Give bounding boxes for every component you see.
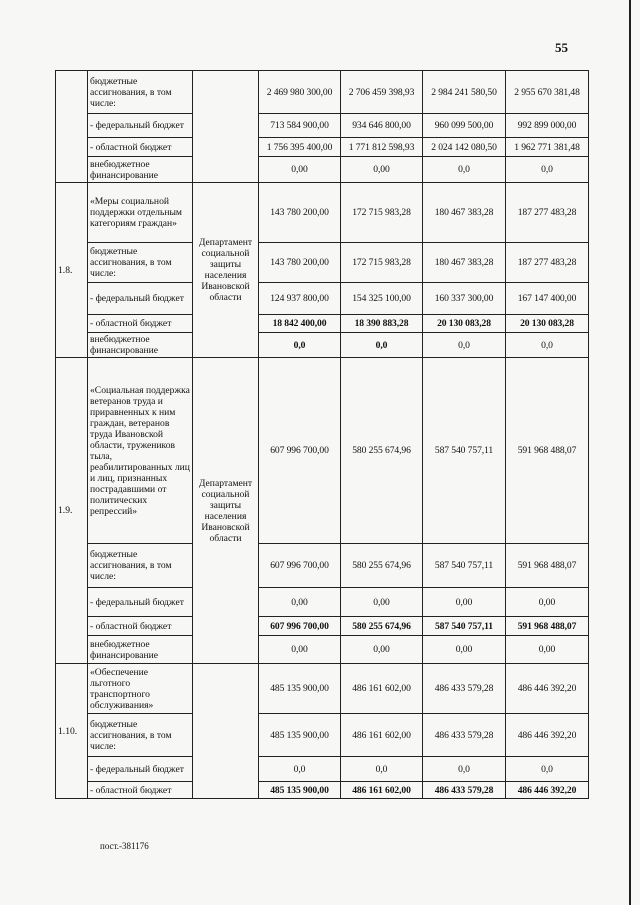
table-row [56, 544, 589, 588]
table-row [56, 114, 589, 138]
scan-edge-line [629, 0, 631, 905]
value-cell: 2 024 142 080,50 [423, 138, 506, 157]
value-cell: 2 706 459 398,93 [341, 71, 423, 114]
value-cell: 18 842 400,00 [259, 315, 341, 333]
value-cell: 180 467 383,28 [423, 243, 506, 283]
item-number: 1.8. [56, 183, 88, 358]
value-cell: 0,0 [423, 757, 506, 782]
value-cell: 1 756 395 400,00 [259, 138, 341, 157]
table-row [56, 358, 589, 544]
value-cell: 172 715 983,28 [341, 183, 423, 243]
value-cell: 591 968 488,07 [506, 544, 589, 588]
value-cell: 0,00 [259, 636, 341, 664]
value-cell: 587 540 757,11 [423, 358, 506, 544]
row-name: бюджетные ассигнования, в том числе: [88, 243, 193, 283]
item-number: 1.10. [56, 664, 88, 799]
row-name: бюджетные ассигнования, в том числе: [88, 71, 193, 114]
value-cell: 2 955 670 381,48 [506, 71, 589, 114]
value-cell: 992 899 000,00 [506, 114, 589, 138]
table-row [56, 157, 589, 183]
value-cell: 485 135 900,00 [259, 664, 341, 714]
table-row [56, 617, 589, 636]
value-cell: 486 433 579,28 [423, 714, 506, 757]
value-cell: 187 277 483,28 [506, 243, 589, 283]
value-cell: 960 099 500,00 [423, 114, 506, 138]
value-cell: 160 337 300,00 [423, 283, 506, 315]
value-cell: 187 277 483,28 [506, 183, 589, 243]
table-row [56, 71, 589, 114]
value-cell: 0,00 [259, 588, 341, 617]
table-row [56, 333, 589, 358]
row-name: - областной бюджет [88, 315, 193, 333]
row-name: бюджетные ассигнования, в том числе: [88, 714, 193, 757]
table-row [56, 664, 589, 714]
department-cell [193, 664, 259, 799]
table-row [56, 782, 589, 799]
value-cell: 580 255 674,96 [341, 544, 423, 588]
row-name: - областной бюджет [88, 138, 193, 157]
value-cell: 2 469 980 300,00 [259, 71, 341, 114]
value-cell: 0,0 [259, 757, 341, 782]
table-row [56, 315, 589, 333]
row-name: внебюджетное финансирование [88, 157, 193, 183]
table-row [56, 138, 589, 157]
row-name: внебюджетное финансирование [88, 333, 193, 358]
value-cell: 172 715 983,28 [341, 243, 423, 283]
value-cell: 485 135 900,00 [259, 714, 341, 757]
value-cell: 20 130 083,28 [506, 315, 589, 333]
item-number: 1.9. [56, 358, 88, 664]
footer-code: пост.-381176 [100, 841, 149, 851]
value-cell: 0,0 [506, 333, 589, 358]
value-cell: 934 646 800,00 [341, 114, 423, 138]
value-cell: 591 968 488,07 [506, 358, 589, 544]
value-cell: 2 984 241 580,50 [423, 71, 506, 114]
row-name: - федеральный бюджет [88, 114, 193, 138]
row-name: - федеральный бюджет [88, 283, 193, 315]
value-cell: 587 540 757,11 [423, 544, 506, 588]
table-row [56, 588, 589, 617]
row-name: - областной бюджет [88, 782, 193, 799]
value-cell: 0,0 [506, 157, 589, 183]
value-cell: 0,0 [259, 333, 341, 358]
budget-table [55, 70, 589, 799]
row-name: «Социальная поддержка ветеранов труда и приравненных к ним граждан, ветеранов труда Ивановской области, тружеников тыла, реабилитированных лиц и лиц, признанных пострадавшими от политических репрессий» [88, 358, 193, 544]
value-cell: 0,00 [423, 636, 506, 664]
row-name: - федеральный бюджет [88, 588, 193, 617]
value-cell: 0,0 [423, 157, 506, 183]
table-row [56, 283, 589, 315]
value-cell: 124 937 800,00 [259, 283, 341, 315]
value-cell: 713 584 900,00 [259, 114, 341, 138]
value-cell: 0,0 [341, 333, 423, 358]
value-cell: 486 446 392,20 [506, 664, 589, 714]
value-cell: 0,00 [506, 588, 589, 617]
value-cell: 486 433 579,28 [423, 664, 506, 714]
value-cell: 0,00 [341, 588, 423, 617]
value-cell: 486 161 602,00 [341, 782, 423, 799]
value-cell: 607 996 700,00 [259, 544, 341, 588]
value-cell: 20 130 083,28 [423, 315, 506, 333]
value-cell: 591 968 488,07 [506, 617, 589, 636]
row-name: «Обеспечение льготного транспортного обслуживания» [88, 664, 193, 714]
value-cell: 0,0 [341, 757, 423, 782]
value-cell: 1 962 771 381,48 [506, 138, 589, 157]
value-cell: 0,00 [341, 157, 423, 183]
table-row [56, 636, 589, 664]
table-row [56, 757, 589, 782]
department-cell: Департамент социальной защиты населения Ивановской области [193, 183, 259, 358]
table-row [56, 243, 589, 283]
value-cell: 580 255 674,96 [341, 617, 423, 636]
row-name: - областной бюджет [88, 617, 193, 636]
value-cell: 607 996 700,00 [259, 617, 341, 636]
value-cell: 0,00 [506, 636, 589, 664]
row-name: «Меры социальной поддержки отдельным категориям граждан» [88, 183, 193, 243]
value-cell: 0,00 [423, 588, 506, 617]
department-cell: Департамент социальной защиты населения Ивановской области [193, 358, 259, 664]
value-cell: 486 446 392,20 [506, 714, 589, 757]
value-cell: 0,00 [259, 157, 341, 183]
value-cell: 180 467 383,28 [423, 183, 506, 243]
value-cell: 143 780 200,00 [259, 183, 341, 243]
value-cell: 0,0 [506, 757, 589, 782]
value-cell: 486 161 602,00 [341, 664, 423, 714]
value-cell: 485 135 900,00 [259, 782, 341, 799]
value-cell: 587 540 757,11 [423, 617, 506, 636]
item-number [56, 71, 88, 183]
row-name: внебюджетное финансирование [88, 636, 193, 664]
department-cell [193, 71, 259, 183]
row-name: бюджетные ассигнования, в том числе: [88, 544, 193, 588]
value-cell: 486 446 392,20 [506, 782, 589, 799]
page-number: 55 [555, 40, 568, 55]
value-cell: 1 771 812 598,93 [341, 138, 423, 157]
value-cell: 167 147 400,00 [506, 283, 589, 315]
table-row [56, 183, 589, 243]
value-cell: 486 433 579,28 [423, 782, 506, 799]
row-name: - федеральный бюджет [88, 757, 193, 782]
value-cell: 0,00 [341, 636, 423, 664]
value-cell: 0,0 [423, 333, 506, 358]
value-cell: 143 780 200,00 [259, 243, 341, 283]
value-cell: 580 255 674,96 [341, 358, 423, 544]
table-row [56, 714, 589, 757]
value-cell: 607 996 700,00 [259, 358, 341, 544]
value-cell: 18 390 883,28 [341, 315, 423, 333]
value-cell: 486 161 602,00 [341, 714, 423, 757]
value-cell: 154 325 100,00 [341, 283, 423, 315]
